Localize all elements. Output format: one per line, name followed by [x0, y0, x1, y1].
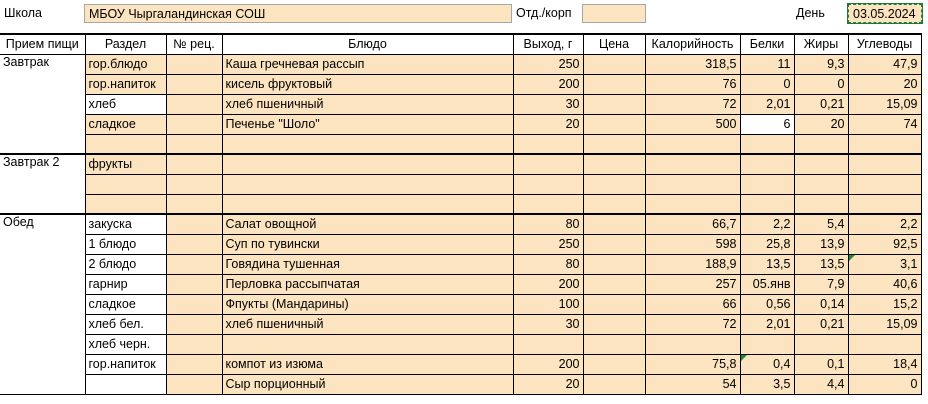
yield-cell[interactable] [513, 194, 583, 214]
section-cell[interactable]: хлеб черн. [85, 334, 166, 354]
meal-cell[interactable] [0, 174, 85, 194]
meal-cell[interactable] [0, 234, 85, 254]
table-row [0, 314, 921, 334]
protein-cell[interactable] [740, 194, 794, 214]
yield-cell[interactable] [513, 154, 583, 174]
kcal-cell[interactable]: 72 [645, 94, 740, 114]
meal-lunch[interactable]: Обед [0, 214, 85, 234]
meal-cell[interactable] [0, 374, 85, 394]
protein-cell[interactable] [740, 334, 794, 354]
carbs-cell[interactable]: 18,4 [848, 354, 921, 374]
protein-cell[interactable]: 25,8 [740, 234, 794, 254]
protein-cell[interactable]: 3,5 [740, 374, 794, 394]
table-row [0, 254, 921, 274]
recipe-cell[interactable] [166, 234, 222, 254]
table-row [0, 94, 921, 114]
dish-cell[interactable]: компот из изюма [222, 354, 513, 374]
yield-cell[interactable]: 200 [513, 354, 583, 374]
protein-cell[interactable]: 13,5 [740, 254, 794, 274]
yield-cell[interactable]: 80 [513, 214, 583, 234]
fat-cell[interactable]: 4,4 [794, 374, 848, 394]
kcal-cell[interactable] [645, 194, 740, 214]
price-cell[interactable] [583, 274, 645, 294]
table-row [0, 114, 921, 134]
dept-label: Отд./корп [516, 6, 572, 20]
price-cell[interactable] [583, 334, 645, 354]
protein-cell[interactable]: 0,4 [740, 354, 794, 374]
protein-cell[interactable]: 2,01 [740, 314, 794, 334]
section-cell[interactable]: закуска [85, 214, 166, 234]
col-price: Цена [583, 34, 645, 54]
yield-cell[interactable] [513, 334, 583, 354]
recipe-cell[interactable] [166, 174, 222, 194]
menu-table [0, 33, 922, 395]
kcal-cell[interactable]: 54 [645, 374, 740, 394]
yield-cell[interactable]: 30 [513, 94, 583, 114]
col-section: Раздел [85, 34, 166, 54]
table-row [0, 174, 921, 194]
carbs-cell[interactable]: 40,6 [848, 274, 921, 294]
col-recipe: № рец. [166, 34, 222, 54]
fat-cell[interactable]: 0,21 [794, 94, 848, 114]
dish-cell[interactable]: Сыр порционный [222, 374, 513, 394]
recipe-cell[interactable] [166, 114, 222, 134]
price-cell[interactable] [583, 194, 645, 214]
fat-cell[interactable]: 20 [794, 114, 848, 134]
meal-cell[interactable] [0, 254, 85, 274]
dish-cell[interactable] [222, 334, 513, 354]
col-carbs: Углеводы [848, 34, 921, 54]
col-yield: Выход, г [513, 34, 583, 54]
meal-cell[interactable] [0, 354, 85, 374]
yield-cell[interactable]: 250 [513, 234, 583, 254]
meal-cell[interactable] [0, 114, 85, 134]
protein-cell[interactable]: 0,56 [740, 294, 794, 314]
recipe-cell[interactable] [166, 214, 222, 234]
protein-cell[interactable] [740, 134, 794, 154]
protein-cell[interactable]: 2,01 [740, 94, 794, 114]
recipe-cell[interactable] [166, 254, 222, 274]
section-cell[interactable]: хлеб [85, 94, 166, 114]
yield-cell[interactable]: 200 [513, 274, 583, 294]
kcal-cell[interactable]: 500 [645, 114, 740, 134]
dish-cell[interactable]: Перловка рассыпчатая [222, 274, 513, 294]
section-cell[interactable]: 2 блюдо [85, 254, 166, 274]
price-cell[interactable] [583, 234, 645, 254]
meal-cell[interactable] [0, 134, 85, 154]
dish-cell[interactable]: Фпукты (Мандарины) [222, 294, 513, 314]
fat-cell[interactable]: 0,14 [794, 294, 848, 314]
table-row [0, 374, 921, 394]
carbs-cell[interactable]: 2,2 [848, 214, 921, 234]
kcal-cell[interactable] [645, 174, 740, 194]
carbs-cell[interactable]: 92,5 [848, 234, 921, 254]
col-meal: Прием пищи [0, 34, 85, 54]
price-cell[interactable] [583, 314, 645, 334]
price-cell[interactable] [583, 114, 645, 134]
col-dish: Блюдо [222, 34, 513, 54]
section-cell[interactable]: гарнир [85, 274, 166, 294]
price-cell[interactable] [583, 214, 645, 234]
table-row [0, 154, 921, 174]
kcal-cell[interactable] [645, 134, 740, 154]
protein-cell[interactable] [740, 174, 794, 194]
yield-cell[interactable] [513, 174, 583, 194]
table-row [0, 294, 921, 314]
yield-cell[interactable]: 20 [513, 374, 583, 394]
kcal-cell[interactable]: 75,8 [645, 354, 740, 374]
meal-cell[interactable] [0, 294, 85, 314]
recipe-cell[interactable] [166, 134, 222, 154]
fat-cell[interactable] [794, 174, 848, 194]
info-row [0, 0, 928, 26]
dept-field[interactable] [582, 4, 646, 23]
fat-cell[interactable] [794, 154, 848, 174]
day-label: День [796, 6, 825, 20]
meal-breakfast2[interactable]: Завтрак 2 [0, 154, 85, 174]
meal-cell[interactable] [0, 314, 85, 334]
protein-cell[interactable]: 0 [740, 74, 794, 94]
fat-cell[interactable]: 0,21 [794, 314, 848, 334]
section-cell[interactable] [85, 374, 166, 394]
recipe-cell[interactable] [166, 54, 222, 74]
kcal-cell[interactable]: 72 [645, 314, 740, 334]
table-row [0, 234, 921, 254]
price-cell[interactable] [583, 94, 645, 114]
price-cell[interactable] [583, 154, 645, 174]
kcal-cell[interactable] [645, 154, 740, 174]
kcal-cell[interactable]: 188,9 [645, 254, 740, 274]
price-cell[interactable] [583, 134, 645, 154]
price-cell[interactable] [583, 74, 645, 94]
meal-breakfast[interactable]: Завтрак [0, 54, 85, 74]
fat-cell[interactable]: 0,1 [794, 354, 848, 374]
kcal-cell[interactable]: 76 [645, 74, 740, 94]
kcal-cell[interactable]: 318,5 [645, 54, 740, 74]
section-cell[interactable]: гор.блюдо [85, 54, 166, 74]
meal-cell[interactable] [0, 74, 85, 94]
fat-cell[interactable] [794, 334, 848, 354]
carbs-cell[interactable] [848, 334, 921, 354]
day-field[interactable]: 03.05.2024 [848, 4, 922, 23]
table-row [0, 194, 921, 214]
school-field[interactable]: МБОУ Чыргаландинская СОШ [84, 4, 512, 23]
dish-cell[interactable] [222, 194, 513, 214]
carbs-cell[interactable]: 47,9 [848, 54, 921, 74]
carbs-cell[interactable]: 3,1 [848, 254, 921, 274]
protein-cell[interactable]: 11 [740, 54, 794, 74]
kcal-cell[interactable]: 66,7 [645, 214, 740, 234]
fat-cell[interactable] [794, 134, 848, 154]
price-cell[interactable] [583, 254, 645, 274]
dish-cell[interactable] [222, 174, 513, 194]
yield-cell[interactable]: 80 [513, 254, 583, 274]
section-cell[interactable]: гор.напиток [85, 74, 166, 94]
carbs-cell[interactable]: 15,09 [848, 94, 921, 114]
dish-cell[interactable] [222, 154, 513, 174]
yield-cell[interactable]: 20 [513, 114, 583, 134]
yield-cell[interactable]: 200 [513, 74, 583, 94]
dish-cell[interactable]: Салат овощной [222, 214, 513, 234]
price-cell[interactable] [583, 374, 645, 394]
kcal-cell[interactable]: 257 [645, 274, 740, 294]
dish-cell[interactable]: хлеб пшеничный [222, 94, 513, 114]
fat-cell[interactable]: 5,4 [794, 214, 848, 234]
fat-cell[interactable]: 13,9 [794, 234, 848, 254]
section-cell[interactable] [85, 134, 166, 154]
section-cell[interactable]: сладкое [85, 294, 166, 314]
meal-cell[interactable] [0, 274, 85, 294]
table-row [0, 54, 921, 74]
header-row [0, 34, 921, 54]
section-cell[interactable] [85, 194, 166, 214]
carbs-cell[interactable] [848, 174, 921, 194]
recipe-cell[interactable] [166, 74, 222, 94]
meal-cell[interactable] [0, 94, 85, 114]
col-fat: Жиры [794, 34, 848, 54]
protein-cell[interactable]: 05.янв [740, 274, 794, 294]
dish-cell[interactable] [222, 134, 513, 154]
dish-cell[interactable]: Каша гречневая рассып [222, 54, 513, 74]
yield-cell[interactable]: 30 [513, 314, 583, 334]
price-cell[interactable] [583, 54, 645, 74]
fat-cell[interactable] [794, 194, 848, 214]
protein-cell[interactable] [740, 154, 794, 174]
carbs-cell[interactable]: 20 [848, 74, 921, 94]
yield-cell[interactable]: 250 [513, 54, 583, 74]
dish-cell[interactable]: Суп по тувински [222, 234, 513, 254]
fat-cell[interactable]: 9,3 [794, 54, 848, 74]
table-row [0, 214, 921, 234]
recipe-cell[interactable] [166, 314, 222, 334]
protein-cell[interactable]: 2,2 [740, 214, 794, 234]
carbs-cell[interactable]: 0 [848, 374, 921, 394]
fat-cell[interactable]: 0 [794, 74, 848, 94]
section-cell[interactable] [85, 174, 166, 194]
kcal-cell[interactable] [645, 334, 740, 354]
carbs-cell[interactable]: 15,09 [848, 314, 921, 334]
col-kcal: Калорийность [645, 34, 740, 54]
price-cell[interactable] [583, 294, 645, 314]
section-cell[interactable]: 1 блюдо [85, 234, 166, 254]
col-protein: Белки [740, 34, 794, 54]
recipe-cell[interactable] [166, 94, 222, 114]
recipe-cell[interactable] [166, 294, 222, 314]
price-cell[interactable] [583, 174, 645, 194]
recipe-cell[interactable] [166, 154, 222, 174]
table-row [0, 334, 921, 354]
table-row [0, 354, 921, 374]
dish-cell[interactable]: хлеб пшеничный [222, 314, 513, 334]
carbs-cell[interactable] [848, 194, 921, 214]
yield-cell[interactable] [513, 134, 583, 154]
recipe-cell[interactable] [166, 194, 222, 214]
table-row [0, 274, 921, 294]
yield-cell[interactable]: 100 [513, 294, 583, 314]
section-cell[interactable]: сладкое [85, 114, 166, 134]
kcal-cell[interactable]: 598 [645, 234, 740, 254]
fat-cell[interactable]: 7,9 [794, 274, 848, 294]
recipe-cell[interactable] [166, 374, 222, 394]
section-cell[interactable]: фрукты [85, 154, 166, 174]
meal-cell[interactable] [0, 334, 85, 354]
table-row [0, 134, 921, 154]
dish-cell[interactable]: Печенье "Шоло" [222, 114, 513, 134]
carbs-cell[interactable]: 74 [848, 114, 921, 134]
recipe-cell[interactable] [166, 334, 222, 354]
dish-cell[interactable]: Говядина тушенная [222, 254, 513, 274]
recipe-cell[interactable] [166, 274, 222, 294]
section-cell[interactable]: хлеб бел. [85, 314, 166, 334]
kcal-cell[interactable]: 66 [645, 294, 740, 314]
fat-cell[interactable]: 13,5 [794, 254, 848, 274]
table-row [0, 74, 921, 94]
school-label: Школа [4, 6, 42, 20]
dish-cell[interactable]: кисель фруктовый [222, 74, 513, 94]
protein-cell[interactable]: 6 [740, 114, 794, 134]
carbs-cell[interactable] [848, 154, 921, 174]
meal-cell[interactable] [0, 194, 85, 214]
section-cell[interactable]: гор.напиток [85, 354, 166, 374]
price-cell[interactable] [583, 354, 645, 374]
carbs-cell[interactable]: 15,2 [848, 294, 921, 314]
carbs-cell[interactable] [848, 134, 921, 154]
recipe-cell[interactable] [166, 354, 222, 374]
